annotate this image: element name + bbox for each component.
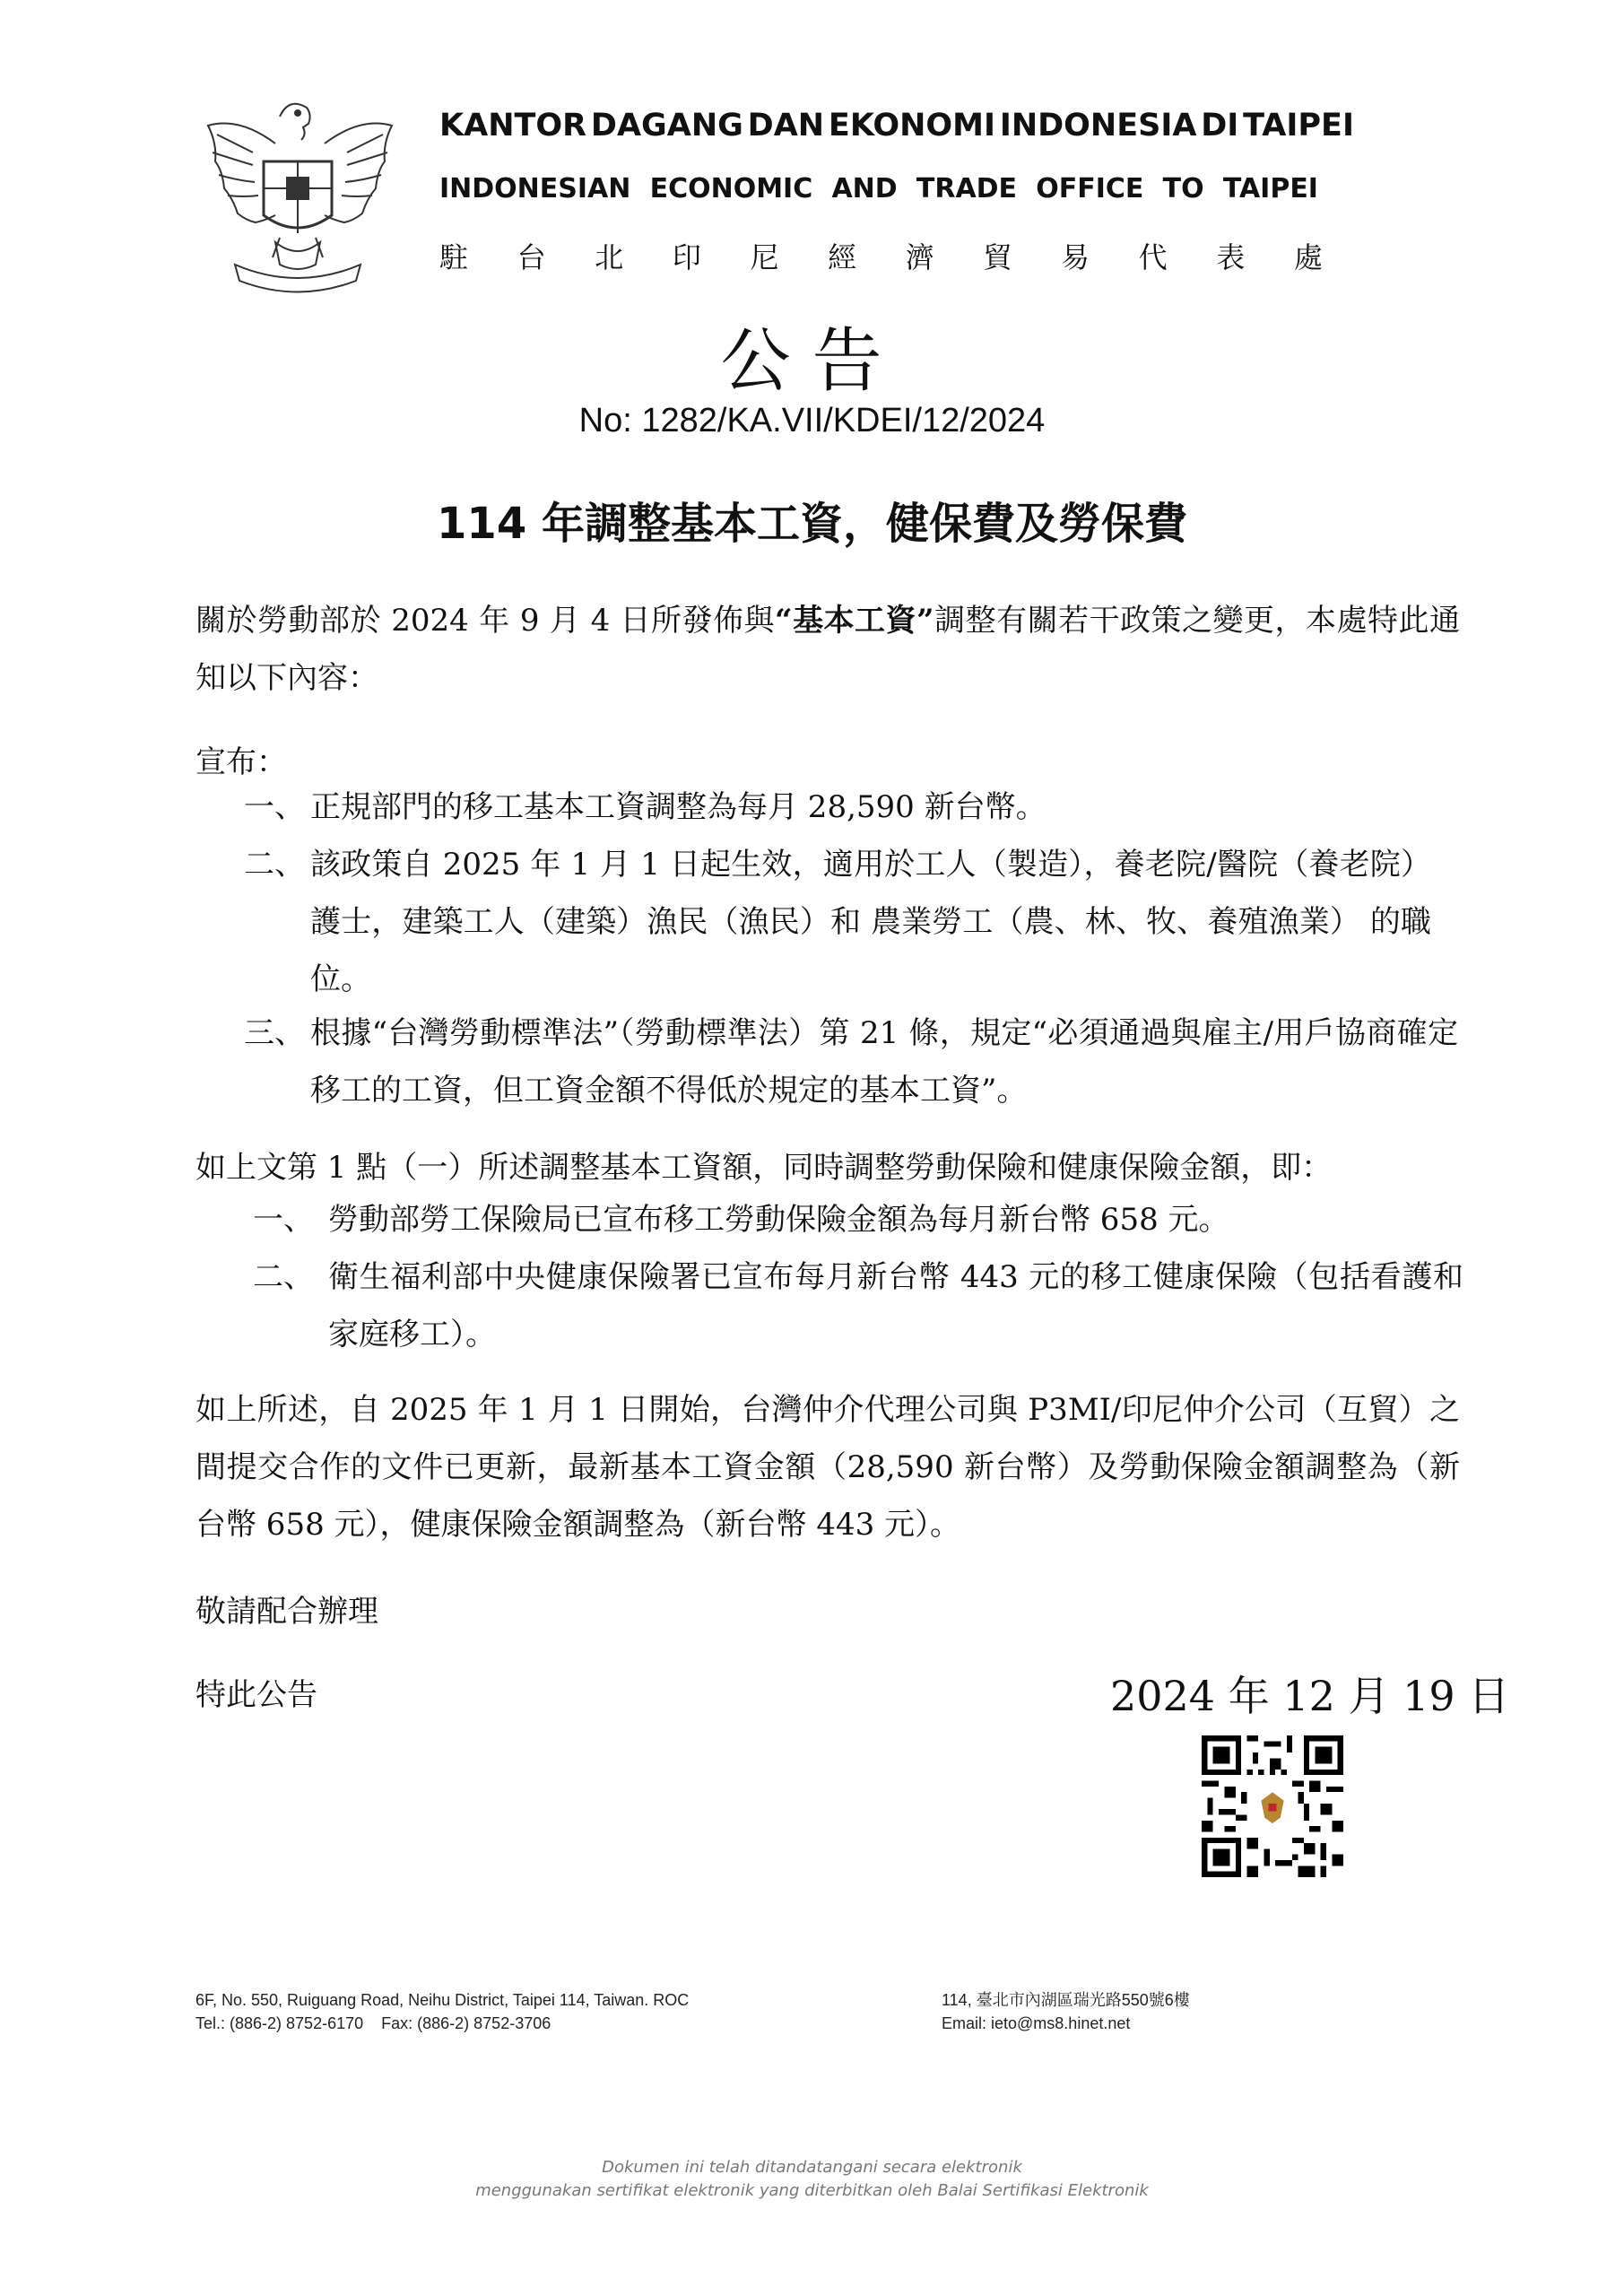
letterhead-word: OFFICE xyxy=(1036,173,1144,204)
letterhead-word: DI xyxy=(1201,108,1239,144)
item-text: 勞動部勞工保險局已宣布移工勞動保險金額為每月新台幣 658 元。 xyxy=(328,1202,1229,1238)
item-text: 根據“台灣勞動標準法”（勞動標準法）第 21 條，規定“必須通過與雇主/用戶協商確定移工的工資，但工資金額不得低於規定的基本工資”。 xyxy=(310,1015,1458,1109)
letterhead-char: 尼 xyxy=(750,240,779,274)
letterhead-word: INDONESIA xyxy=(999,108,1197,144)
letterhead-char: 北 xyxy=(595,240,624,274)
intro-bold-term: “基本工資” xyxy=(775,603,934,639)
item-number: 二、 xyxy=(244,847,305,883)
letterhead-char: 代 xyxy=(1138,240,1168,274)
letterhead-word: DAGANG xyxy=(590,108,743,144)
letterhead-word: ECONOMIC xyxy=(649,173,813,204)
document-heading: 114 年調整基本工資，健保費及勞保費 xyxy=(437,499,1187,549)
adjust-item xyxy=(253,1191,1463,1248)
letterhead-line-chinese xyxy=(439,235,1323,276)
letterhead-line-english xyxy=(439,173,1318,204)
letterhead-word: EKONOMI xyxy=(828,108,996,144)
letterhead-char: 經 xyxy=(828,240,857,274)
intro-paragraph xyxy=(195,592,1460,707)
letterhead-char: 印 xyxy=(672,240,701,274)
closing-request: 敬請配合辦理 xyxy=(195,1594,378,1630)
letterhead-word: INDONESIAN xyxy=(439,173,631,204)
adjust-intro: 如上文第 1 點（一）所述調整基本工資額，同時調整勞動保險和健康保險金額，即： xyxy=(195,1150,1333,1186)
letterhead-word: TO xyxy=(1162,173,1204,204)
letterhead-char: 濟 xyxy=(905,240,934,274)
footer-address-zh: 114, 臺北市內湖區瑞光路550號6樓 xyxy=(942,1991,1190,2009)
adjust-item xyxy=(253,1248,1463,1363)
letterhead-char: 駐 xyxy=(439,240,469,274)
letterhead-word: KANTOR xyxy=(439,108,587,144)
letterhead-char: 處 xyxy=(1293,240,1323,274)
letterhead-line-indonesian xyxy=(439,108,1354,144)
letterhead-word: AND xyxy=(831,173,898,204)
electronic-signature-disclaimer xyxy=(0,2156,1624,2203)
notice-title: 公告 xyxy=(720,321,904,402)
footer-address-block-zh xyxy=(942,1988,1190,2035)
item-number: 一、 xyxy=(244,789,305,825)
item-text: 衛生福利部中央健康保險署已宣布每月新台幣 443 元的移工健康保險（包括看護和家庭移工）。 xyxy=(328,1259,1463,1352)
letterhead-word: TAIPEI xyxy=(1222,173,1318,204)
intro-text: 關於勞動部於 2024 年 9 月 4 日所發佈與 xyxy=(195,603,776,639)
letterhead-char: 表 xyxy=(1216,240,1246,274)
announce-item xyxy=(244,1004,1463,1119)
notice-number: No: 1282/KA.VII/KDEI/12/2024 xyxy=(578,402,1046,439)
letterhead-word: DAN xyxy=(747,108,825,144)
announce-item xyxy=(244,778,1463,836)
item-text: 正規部門的移工基本工資調整為每月 28,590 新台幣。 xyxy=(310,789,1046,825)
disclaimer-line: menggunakan sertifikat elektronik yang diterbitkan oleh Balai Sertifikasi Elektronik xyxy=(475,2181,1149,2200)
item-number: 二、 xyxy=(253,1259,314,1295)
qr-code-icon xyxy=(1202,1735,1343,1877)
footer-phone-fax: Tel.: (886-2) 8752-6170 Fax: (886-2) 8752-3706 xyxy=(195,2014,551,2032)
item-text: 該政策自 2025 年 1 月 1 日起生效，適用於工人（製造），養老院/醫院（養老院）護士，建築工人（建築）漁民（漁民）和 農業勞工（農、林、牧、養殖漁業） 的職位。 xyxy=(310,847,1431,997)
document-date: 2024 年 12 月 19 日 xyxy=(1110,1672,1510,1720)
letterhead-char: 貿 xyxy=(983,240,1012,274)
item-number: 一、 xyxy=(253,1202,314,1238)
letterhead-word: TAIPEI xyxy=(1243,108,1354,144)
disclaimer-line: Dokumen ini telah ditandatangani secara elektronik xyxy=(602,2158,1022,2177)
footer-address-block-en xyxy=(195,1988,689,2035)
summary-paragraph: 如上所述，自 2025 年 1 月 1 日開始，台灣仲介代理公司與 P3MI/印尼仲介公司（互貿）之間提交合作的文件已更新，最新基本工資金額（28,590 新台幣）及勞動保險金額調整為（新台幣 658 元），健康保險金額調整為（新台幣 443 元）。 xyxy=(195,1392,1460,1543)
garuda-emblem-icon xyxy=(190,90,396,305)
letterhead-char: 台 xyxy=(517,240,546,274)
closing-announcement: 特此公告 xyxy=(195,1677,317,1713)
intro-text: 調整有關若干政策之變更，本處特此通知以下內容： xyxy=(195,603,1460,696)
letterhead-char: 易 xyxy=(1061,240,1090,274)
announce-label: 宣布： xyxy=(195,744,287,780)
footer-address-en: 6F, No. 550, Ruiguang Road, Neihu District, Taipei 114, Taiwan. ROC xyxy=(195,1991,690,2009)
letterhead-word: TRADE xyxy=(916,173,1018,204)
announce-item xyxy=(244,836,1463,1008)
item-number: 三、 xyxy=(244,1015,305,1051)
footer-email: Email: ieto@ms8.hinet.net xyxy=(942,2014,1131,2032)
